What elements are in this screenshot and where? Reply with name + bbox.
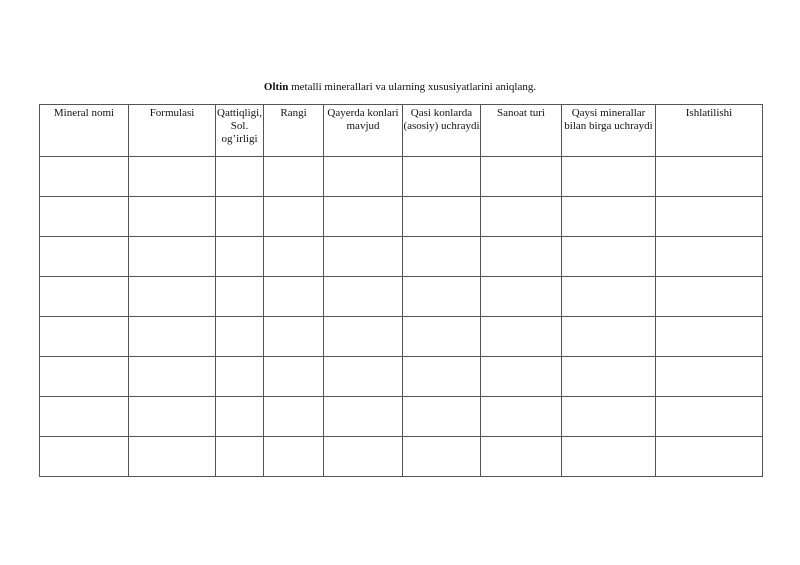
table-cell[interactable] (40, 397, 129, 437)
col-header-usage: Ishlatilishi (656, 105, 763, 157)
col-header-color: Rangi (264, 105, 324, 157)
col-header-hardness: Qattiqligi, Sol. og’irligi (216, 105, 264, 157)
table-cell[interactable] (216, 157, 264, 197)
table-cell[interactable] (264, 157, 324, 197)
table-cell[interactable] (481, 277, 562, 317)
table-cell[interactable] (403, 357, 481, 397)
table-row (40, 437, 763, 477)
table-cell[interactable] (129, 357, 216, 397)
table-cell[interactable] (656, 277, 763, 317)
table-cell[interactable] (324, 437, 403, 477)
table-cell[interactable] (403, 437, 481, 477)
table-cell[interactable] (264, 277, 324, 317)
table-row (40, 357, 763, 397)
title-text: metalli minerallari va ularning xususiyatlarini aniqlang. (288, 81, 537, 93)
table-cell[interactable] (324, 357, 403, 397)
table-cell[interactable] (216, 237, 264, 277)
table-row (40, 157, 763, 197)
table-cell[interactable] (481, 237, 562, 277)
table-cell[interactable] (264, 197, 324, 237)
table-cell[interactable] (40, 277, 129, 317)
minerals-table (39, 104, 763, 477)
table-cell[interactable] (40, 237, 129, 277)
table-cell[interactable] (481, 157, 562, 197)
table-cell[interactable] (129, 397, 216, 437)
table-cell[interactable] (481, 317, 562, 357)
table-cell[interactable] (264, 317, 324, 357)
col-header-main-deposits: Qasi konlarda (asosiy) uchraydi (403, 105, 481, 157)
table-cell[interactable] (562, 357, 656, 397)
header-row (40, 105, 763, 157)
table-cell[interactable] (129, 157, 216, 197)
table-row (40, 197, 763, 237)
table-cell[interactable] (562, 397, 656, 437)
table-cell[interactable] (129, 317, 216, 357)
table-cell[interactable] (324, 157, 403, 197)
title-bold-word: Oltin (263, 81, 289, 93)
table-cell[interactable] (129, 237, 216, 277)
table-cell[interactable] (656, 237, 763, 277)
table-cell[interactable] (129, 437, 216, 477)
table-cell[interactable] (403, 197, 481, 237)
table-cell[interactable] (656, 197, 763, 237)
table-cell[interactable] (656, 317, 763, 357)
table-row (40, 397, 763, 437)
table-cell[interactable] (324, 277, 403, 317)
table-row (40, 317, 763, 357)
table-cell[interactable] (216, 397, 264, 437)
worksheet-title (0, 81, 800, 94)
table-cell[interactable] (40, 157, 129, 197)
table-cell[interactable] (264, 357, 324, 397)
table-cell[interactable] (324, 197, 403, 237)
table-cell[interactable] (264, 237, 324, 277)
table-cell[interactable] (562, 317, 656, 357)
table-cell[interactable] (324, 397, 403, 437)
table-cell[interactable] (656, 397, 763, 437)
table-cell[interactable] (562, 277, 656, 317)
col-header-formula: Formulasi (129, 105, 216, 157)
table-cell[interactable] (216, 437, 264, 477)
table-cell[interactable] (403, 277, 481, 317)
table-cell[interactable] (40, 437, 129, 477)
table-cell[interactable] (562, 437, 656, 477)
table-cell[interactable] (403, 317, 481, 357)
table-cell[interactable] (656, 357, 763, 397)
col-header-mineral-name: Mineral nomi (40, 105, 129, 157)
col-header-industry-type: Sanoat turi (481, 105, 562, 157)
table-body (40, 157, 763, 477)
table-cell[interactable] (264, 437, 324, 477)
table-cell[interactable] (656, 157, 763, 197)
table-cell[interactable] (562, 197, 656, 237)
table-cell[interactable] (562, 237, 656, 277)
table-cell[interactable] (264, 397, 324, 437)
table-cell[interactable] (403, 397, 481, 437)
col-header-deposit-locations: Qayerda konlari mavjud (324, 105, 403, 157)
table-cell[interactable] (216, 197, 264, 237)
table-cell[interactable] (656, 437, 763, 477)
table-row (40, 277, 763, 317)
table-cell[interactable] (40, 317, 129, 357)
table-cell[interactable] (216, 277, 264, 317)
table-cell[interactable] (324, 237, 403, 277)
table-cell[interactable] (216, 317, 264, 357)
table-cell[interactable] (481, 197, 562, 237)
table-cell[interactable] (324, 317, 403, 357)
table-cell[interactable] (481, 357, 562, 397)
table-cell[interactable] (40, 197, 129, 237)
table-cell[interactable] (129, 197, 216, 237)
table-row (40, 237, 763, 277)
table-cell[interactable] (403, 157, 481, 197)
table-cell[interactable] (40, 357, 129, 397)
col-header-associated-minerals: Qaysi minerallar bilan birga uchraydi (562, 105, 656, 157)
table-cell[interactable] (129, 277, 216, 317)
table-cell[interactable] (481, 397, 562, 437)
table-cell[interactable] (481, 437, 562, 477)
table-cell[interactable] (562, 157, 656, 197)
table-cell[interactable] (216, 357, 264, 397)
table-cell[interactable] (403, 237, 481, 277)
